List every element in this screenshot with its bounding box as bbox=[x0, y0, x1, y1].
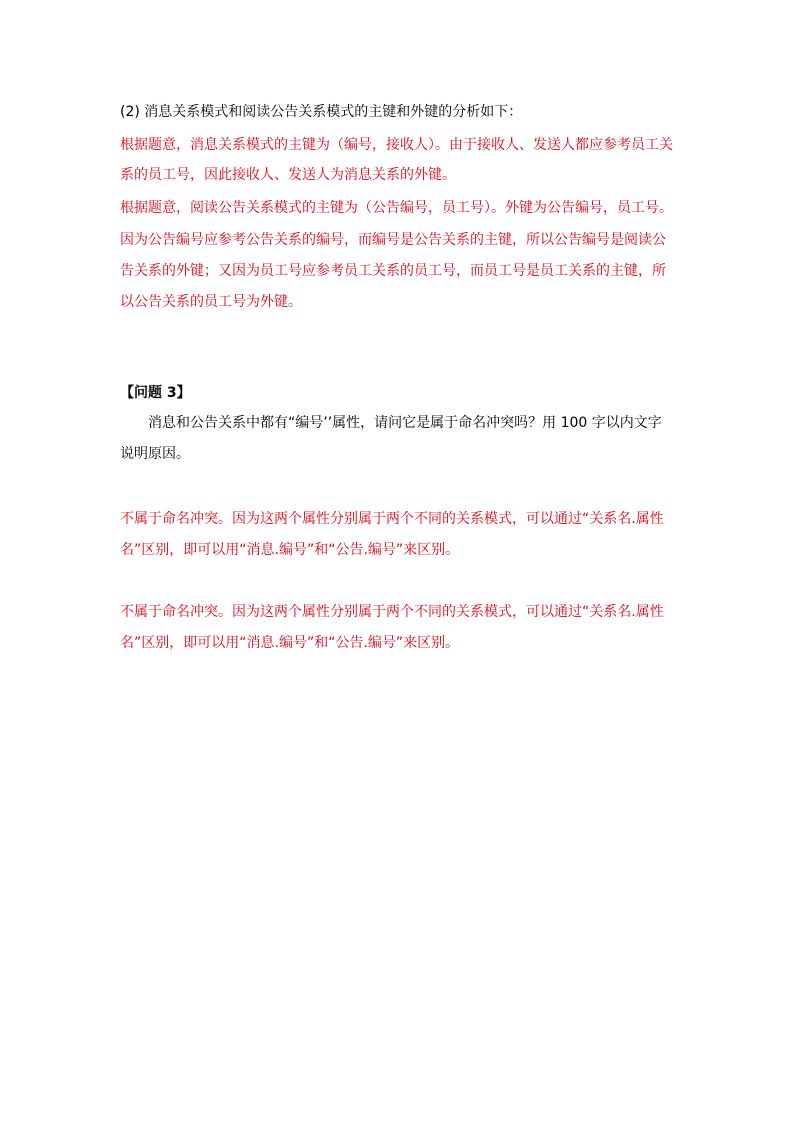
answer-paragraph-1-line: 系的员工号，因此接收人、发送人为消息关系的外键。 bbox=[120, 167, 456, 183]
answer-paragraph-2-line: 告关系的外键；又因为员工号应参考员工关系的员工号，而员工号是员工关系的主键，所 bbox=[120, 263, 666, 279]
answer-3-line: 不属于命名冲突。因为这两个属性分别属于两个不同的关系模式，可以通过“关系名.属性 bbox=[120, 604, 664, 620]
answer-3-line: 名”区别，即可以用“消息.编号”和“公告.编号”来区别。 bbox=[120, 635, 460, 651]
section-2-heading: (2) 消息关系模式和阅读公告关系模式的主键和外键的分析如下： bbox=[120, 104, 523, 120]
question-3-text-line: 消息和公告关系中都有“编号’’属性，请问它是属于命名冲突吗？用 100 字以内文字 bbox=[148, 415, 662, 431]
question-3-title: 【问题 3】 bbox=[120, 385, 191, 401]
answer-3-line: 不属于命名冲突。因为这两个属性分别属于两个不同的关系模式，可以通过“关系名.属性 bbox=[120, 511, 664, 527]
answer-paragraph-2-line: 根据题意，阅读公告关系模式的主键为（公告编号，员工号）。外键为公告编号，员工号。 bbox=[120, 200, 673, 216]
answer-paragraph-2-line: 以公告关系的员工号为外键。 bbox=[120, 294, 302, 310]
answer-paragraph-2-line: 因为公告编号应参考公告关系的编号，而编号是公告关系的主键，所以公告编号是阅读公 bbox=[120, 232, 666, 248]
answer-paragraph-1-line: 根据题意，消息关系模式的主键为（编号，接收人）。由于接收人、发送人都应参考员工关 bbox=[120, 137, 673, 153]
answer-3-line: 名”区别，即可以用“消息.编号”和“公告.编号”来区别。 bbox=[120, 542, 460, 558]
question-3-text-line: 说明原因。 bbox=[120, 446, 190, 462]
